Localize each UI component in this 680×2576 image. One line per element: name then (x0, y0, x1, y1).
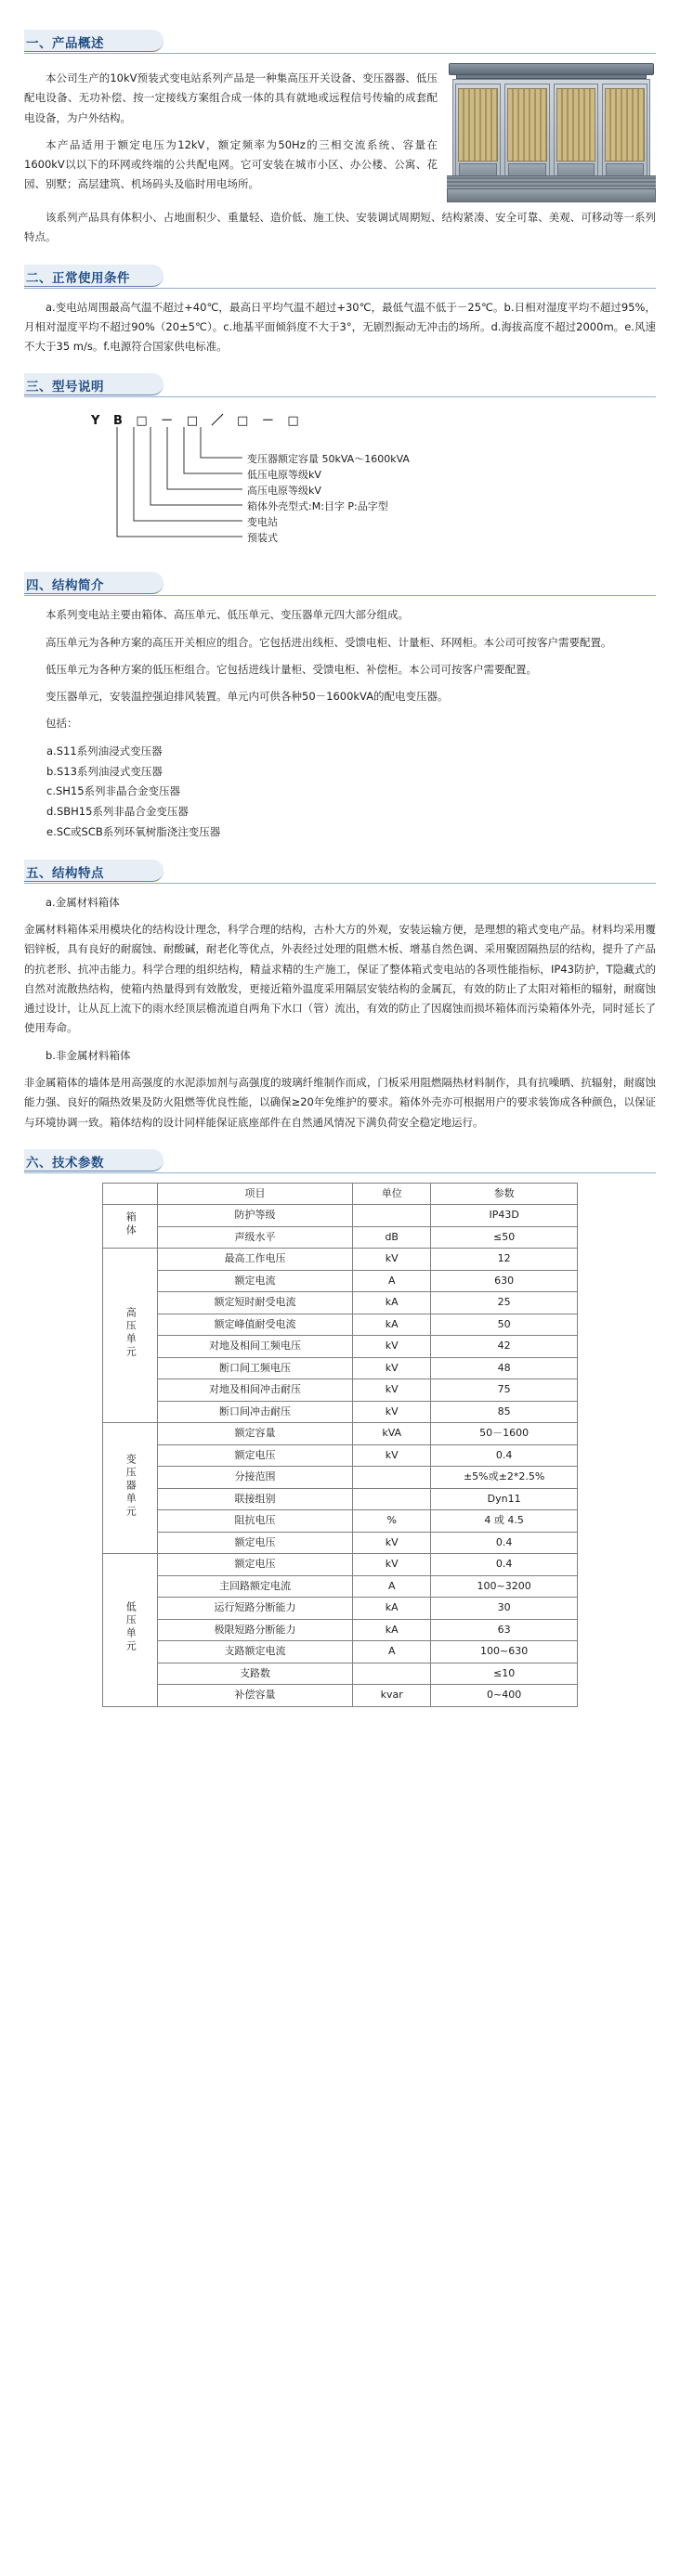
unit-cell: % (353, 1510, 431, 1533)
table-row (103, 1226, 578, 1249)
value-cell: 50－1600 (431, 1423, 578, 1445)
cabinet-section (455, 84, 501, 183)
cabinet-section (602, 84, 647, 183)
item-cell: 声级水平 (157, 1226, 352, 1249)
unit-cell: kA (353, 1619, 431, 1641)
section-heading-product-overview (24, 30, 656, 54)
value-cell: 48 (431, 1357, 578, 1379)
model-code-string: Y B □ － □ ／ □ － □ (91, 414, 304, 429)
item-cell: 断口间工频电压 (157, 1357, 352, 1379)
column-header-group (103, 1183, 158, 1205)
unit-cell: kvar (353, 1685, 431, 1707)
item-cell: 额定电流 (157, 1270, 352, 1292)
table-row (103, 1336, 578, 1358)
table-row (103, 1379, 578, 1402)
item-cell: 主回路额定电流 (157, 1575, 352, 1598)
column-header-value: 参数 (431, 1183, 578, 1205)
paragraph: b.非金属材料箱体 (46, 1048, 131, 1062)
cabinet-section (554, 84, 599, 183)
unit-cell: kV (353, 1532, 431, 1554)
group-cell: 高压单元 (103, 1249, 158, 1423)
model-code-diagram (24, 407, 656, 639)
table-row (103, 1663, 578, 1685)
table-row (103, 1205, 578, 1227)
unit-cell: A (353, 1575, 431, 1598)
list-item: e.SC或SCB系列环氧树脂浇注变压器 (46, 825, 221, 839)
heading-rule (24, 53, 656, 54)
unit-cell: kV (353, 1249, 431, 1271)
unit-cell (353, 1467, 431, 1489)
section-title: 一、产品概述 (26, 36, 104, 51)
value-cell: 12 (431, 1249, 578, 1271)
item-cell: 额定峰值耐受电流 (157, 1314, 352, 1336)
section-title: 四、结构简介 (26, 578, 104, 594)
heading-rule (24, 595, 656, 596)
item-cell: 支路额定电流 (157, 1641, 352, 1663)
paragraph: 本产品适用于额定电压为12kV，额定频率为50Hz的三相交流系统、容量在1600kV以以下的环网或终端的公共配电网。它可安装在城市小区、办公楼、公寓、花园、别墅；高层建筑、机场码头及临时用电场所。 (24, 137, 438, 191)
item-cell: 断口间冲击耐压 (157, 1401, 352, 1423)
unit-cell: kA (353, 1598, 431, 1620)
unit-cell (353, 1488, 431, 1510)
item-cell: 额定电压 (157, 1554, 352, 1576)
model-label: 低压电原等级kV (247, 469, 321, 482)
item-cell: 额定短时耐受电流 (157, 1292, 352, 1314)
table-header-row (103, 1183, 578, 1205)
column-header-unit: 单位 (353, 1183, 431, 1205)
overview-text (24, 63, 438, 202)
unit-cell: A (353, 1270, 431, 1292)
heading-rule (24, 288, 656, 289)
section-heading-model-designation (24, 373, 656, 397)
item-cell: 对地及相间工频电压 (157, 1336, 352, 1358)
table-row (103, 1423, 578, 1445)
model-label: 箱体外壳型式:M:目字 P:品字型 (247, 500, 388, 513)
model-label: 预装式 (247, 532, 278, 545)
item-cell: 补偿容量 (157, 1685, 352, 1707)
value-cell: 4 或 4.5 (431, 1510, 578, 1533)
value-cell: 30 (431, 1598, 578, 1620)
value-cell: 0.4 (431, 1444, 578, 1467)
table-row (103, 1641, 578, 1663)
section-heading-structure-intro (24, 572, 656, 596)
cabinet-body (452, 79, 650, 188)
model-label: 高压电原等级kV (247, 485, 321, 498)
heading-rule (24, 396, 656, 397)
item-cell: 支路数 (157, 1663, 352, 1685)
leader-lines (24, 407, 656, 639)
value-cell: ≤50 (431, 1226, 578, 1249)
model-label: 变电站 (247, 516, 278, 529)
unit-cell: kA (353, 1314, 431, 1336)
louver-panel (507, 88, 547, 162)
table-row (103, 1314, 578, 1336)
value-cell: 0.4 (431, 1554, 578, 1576)
heading-rule (24, 1172, 656, 1173)
item-cell: 额定电压 (157, 1444, 352, 1467)
value-cell: 75 (431, 1379, 578, 1402)
value-cell: 85 (431, 1401, 578, 1423)
value-cell: 0~400 (431, 1685, 578, 1707)
table-row (103, 1467, 578, 1489)
paragraph: 高压单元为各种方案的高压开关相应的组合。它包括进出线柜、受馈电柜、计量柜、环网柜。本公司可按客户需要配置。 (46, 635, 612, 649)
value-cell: 100~630 (431, 1641, 578, 1663)
value-cell: ≤10 (431, 1663, 578, 1685)
table-row (103, 1619, 578, 1641)
item-cell: 运行短路分断能力 (157, 1598, 352, 1620)
transformer-type-list (24, 742, 656, 843)
table-row (103, 1554, 578, 1576)
unit-cell: kV (353, 1336, 431, 1358)
unit-cell: A (353, 1641, 431, 1663)
item-cell: 阻抗电压 (157, 1510, 352, 1533)
item-cell: 额定电压 (157, 1532, 352, 1554)
technical-parameters-table (102, 1183, 578, 1707)
unit-cell: kV (353, 1379, 431, 1402)
value-cell: 42 (431, 1336, 578, 1358)
list-item: d.SBH15系列非晶合金变压器 (46, 805, 189, 819)
base-plinth (447, 188, 656, 202)
paragraph: 金属材料箱体采用模块化的结构设计理念，科学合理的结构，古朴大方的外观，安装运输方便，是理想的箱式变电产品。材料均采用覆铝锌板，具有良好的耐腐蚀、耐酸碱，耐老化等优点，外表经过处理的阻燃木板、增基自然色调、采用聚固隔热层的结构，提升了产品的抗老形、抗冲击能力。科学合理的组织结构，精益求精的生产施工，保证了整体箱式变电站的各项性能指标，IP43防护，T隐藏式的自然对流散热结构，使箱内热量得到有效散发，更接近箱外温度采用隔层安装结构的金属瓦，有效的防止了太阳对箱柜的辐射，耐腐蚀通过设计，让从瓦上流下的雨水经顶层檐流道自两角下水口（管）流出，有效的防止了因腐蚀而损坏箱体而污染箱体外壳，同时延长了使用寿命。 (24, 923, 656, 1035)
section-title: 六、技术参数 (26, 1155, 104, 1171)
list-title: 包括： (46, 717, 78, 731)
table-row (103, 1598, 578, 1620)
table-row (103, 1270, 578, 1292)
paragraph: a.金属材料箱体 (46, 895, 120, 909)
unit-cell: kVA (353, 1423, 431, 1445)
paragraph: 本公司生产的10kV预装式变电站系列产品是一种集高压开关设备、变压器器、低压配电设备、无功补偿、按一定接线方案组合成一体的具有就地或远程信号传输的成套配电设备，为户外结构。 (24, 71, 438, 124)
louver-panel (458, 88, 498, 162)
paragraph: 本系列变电站主要由箱体、高压单元、低压单元、变压器单元四大部分组成。 (46, 608, 409, 622)
value-cell: 630 (431, 1270, 578, 1292)
louver-panel (556, 88, 596, 162)
list-item: a.S11系列油浸式变压器 (46, 744, 163, 757)
section-heading-structure-features (24, 860, 656, 884)
value-cell: IP43D (431, 1205, 578, 1227)
unit-cell: kV (353, 1444, 431, 1467)
heading-rule (24, 883, 656, 884)
unit-cell (353, 1663, 431, 1685)
section-title: 三、型号说明 (26, 380, 104, 395)
cabinet-section (504, 84, 550, 183)
item-cell: 极限短路分断能力 (157, 1619, 352, 1641)
list-item: c.SH15系列非晶合金变压器 (46, 784, 181, 798)
paragraph: 低压单元为各种方案的低压柜组合。它包括进线计量柜、受馈电柜、补偿柜。本公司可按客户需要配置。 (46, 662, 537, 676)
louver-panel (605, 88, 645, 162)
value-cell: ±5%或±2*2.5% (431, 1467, 578, 1489)
unit-cell (353, 1205, 431, 1227)
substation-illustration (447, 63, 656, 202)
value-cell: 25 (431, 1292, 578, 1314)
group-cell: 箱体 (103, 1205, 158, 1249)
item-cell: 额定容量 (157, 1423, 352, 1445)
value-cell: Dyn11 (431, 1488, 578, 1510)
table-row (103, 1532, 578, 1554)
item-cell: 最高工作电压 (157, 1249, 352, 1271)
section-heading-normal-conditions (24, 265, 656, 289)
table-row (103, 1292, 578, 1314)
paragraph: 该系列产品具有体积小、占地面积少、重量轻、造价低、施工快、安装调试周期短、结构紧凑、安全可靠、美观、可移动等一系列特点。 (24, 211, 656, 244)
unit-cell: kV (353, 1401, 431, 1423)
value-cell: 0.4 (431, 1532, 578, 1554)
ventilation-grill (447, 175, 656, 188)
section-title: 五、结构特点 (26, 865, 104, 881)
item-cell: 联接组别 (157, 1488, 352, 1510)
item-cell: 防护等级 (157, 1205, 352, 1227)
paragraph: a.变电站周围最高气温不超过+40℃，最高日平均气温不超过+30℃，最低气温不低于－25℃。b.日相对湿度平均不超过95%，月相对湿度平均不超过90%（20±5℃）。c.地基平面倾斜度不大于3°，无剧烈振动无冲击的场所。d.海拔高度不超过2000m。e.风速不大于35 m/s。f.电源符合国家供电标准。 (24, 300, 656, 354)
value-cell: 100~3200 (431, 1575, 578, 1598)
section-heading-technical-parameters (24, 1149, 656, 1173)
table-row (103, 1444, 578, 1467)
paragraph: 变压器单元，安装温控强迫排风装置。单元内可供各种50－1600kVA的配电变压器。 (46, 690, 449, 704)
unit-cell: kV (353, 1554, 431, 1576)
item-cell: 分接范围 (157, 1467, 352, 1489)
unit-cell: dB (353, 1226, 431, 1249)
group-cell: 变压器单元 (103, 1423, 158, 1554)
column-header-item: 项目 (157, 1183, 352, 1205)
table-row (103, 1575, 578, 1598)
table-row (103, 1357, 578, 1379)
item-cell: 对地及相间冲击耐压 (157, 1379, 352, 1402)
unit-cell: kV (353, 1357, 431, 1379)
group-cell: 低压单元 (103, 1554, 158, 1707)
value-cell: 50 (431, 1314, 578, 1336)
table-row (103, 1685, 578, 1707)
list-item: b.S13系列油浸式变压器 (46, 764, 163, 778)
table-row (103, 1401, 578, 1423)
unit-cell: kA (353, 1292, 431, 1314)
substation-drawing (447, 63, 656, 202)
table-row (103, 1249, 578, 1271)
section-title: 二、正常使用条件 (26, 270, 130, 286)
value-cell: 63 (431, 1619, 578, 1641)
overview-block (24, 63, 656, 202)
paragraph: 非金属箱体的墙体是用高强度的水泥添加剂与高强度的玻璃纤维制作而成，门板采用阻燃隔热材料制作，具有抗噪晒、抗辐射，耐腐蚀能力强、良好的隔热效果及防火阻燃等优良性能，以确保≥20年免维护的要求。箱体外壳亦可根据用户的要求装饰成各种颜色，以保证与环境协调一致。箱体结构的设计同样能保证底座部件在自然通风情况下满负荷安全稳定地运行。 (24, 1076, 656, 1129)
model-label: 变压器额定容量 50kVA～1600kVA (247, 453, 410, 466)
table-row (103, 1488, 578, 1510)
table-row (103, 1510, 578, 1533)
